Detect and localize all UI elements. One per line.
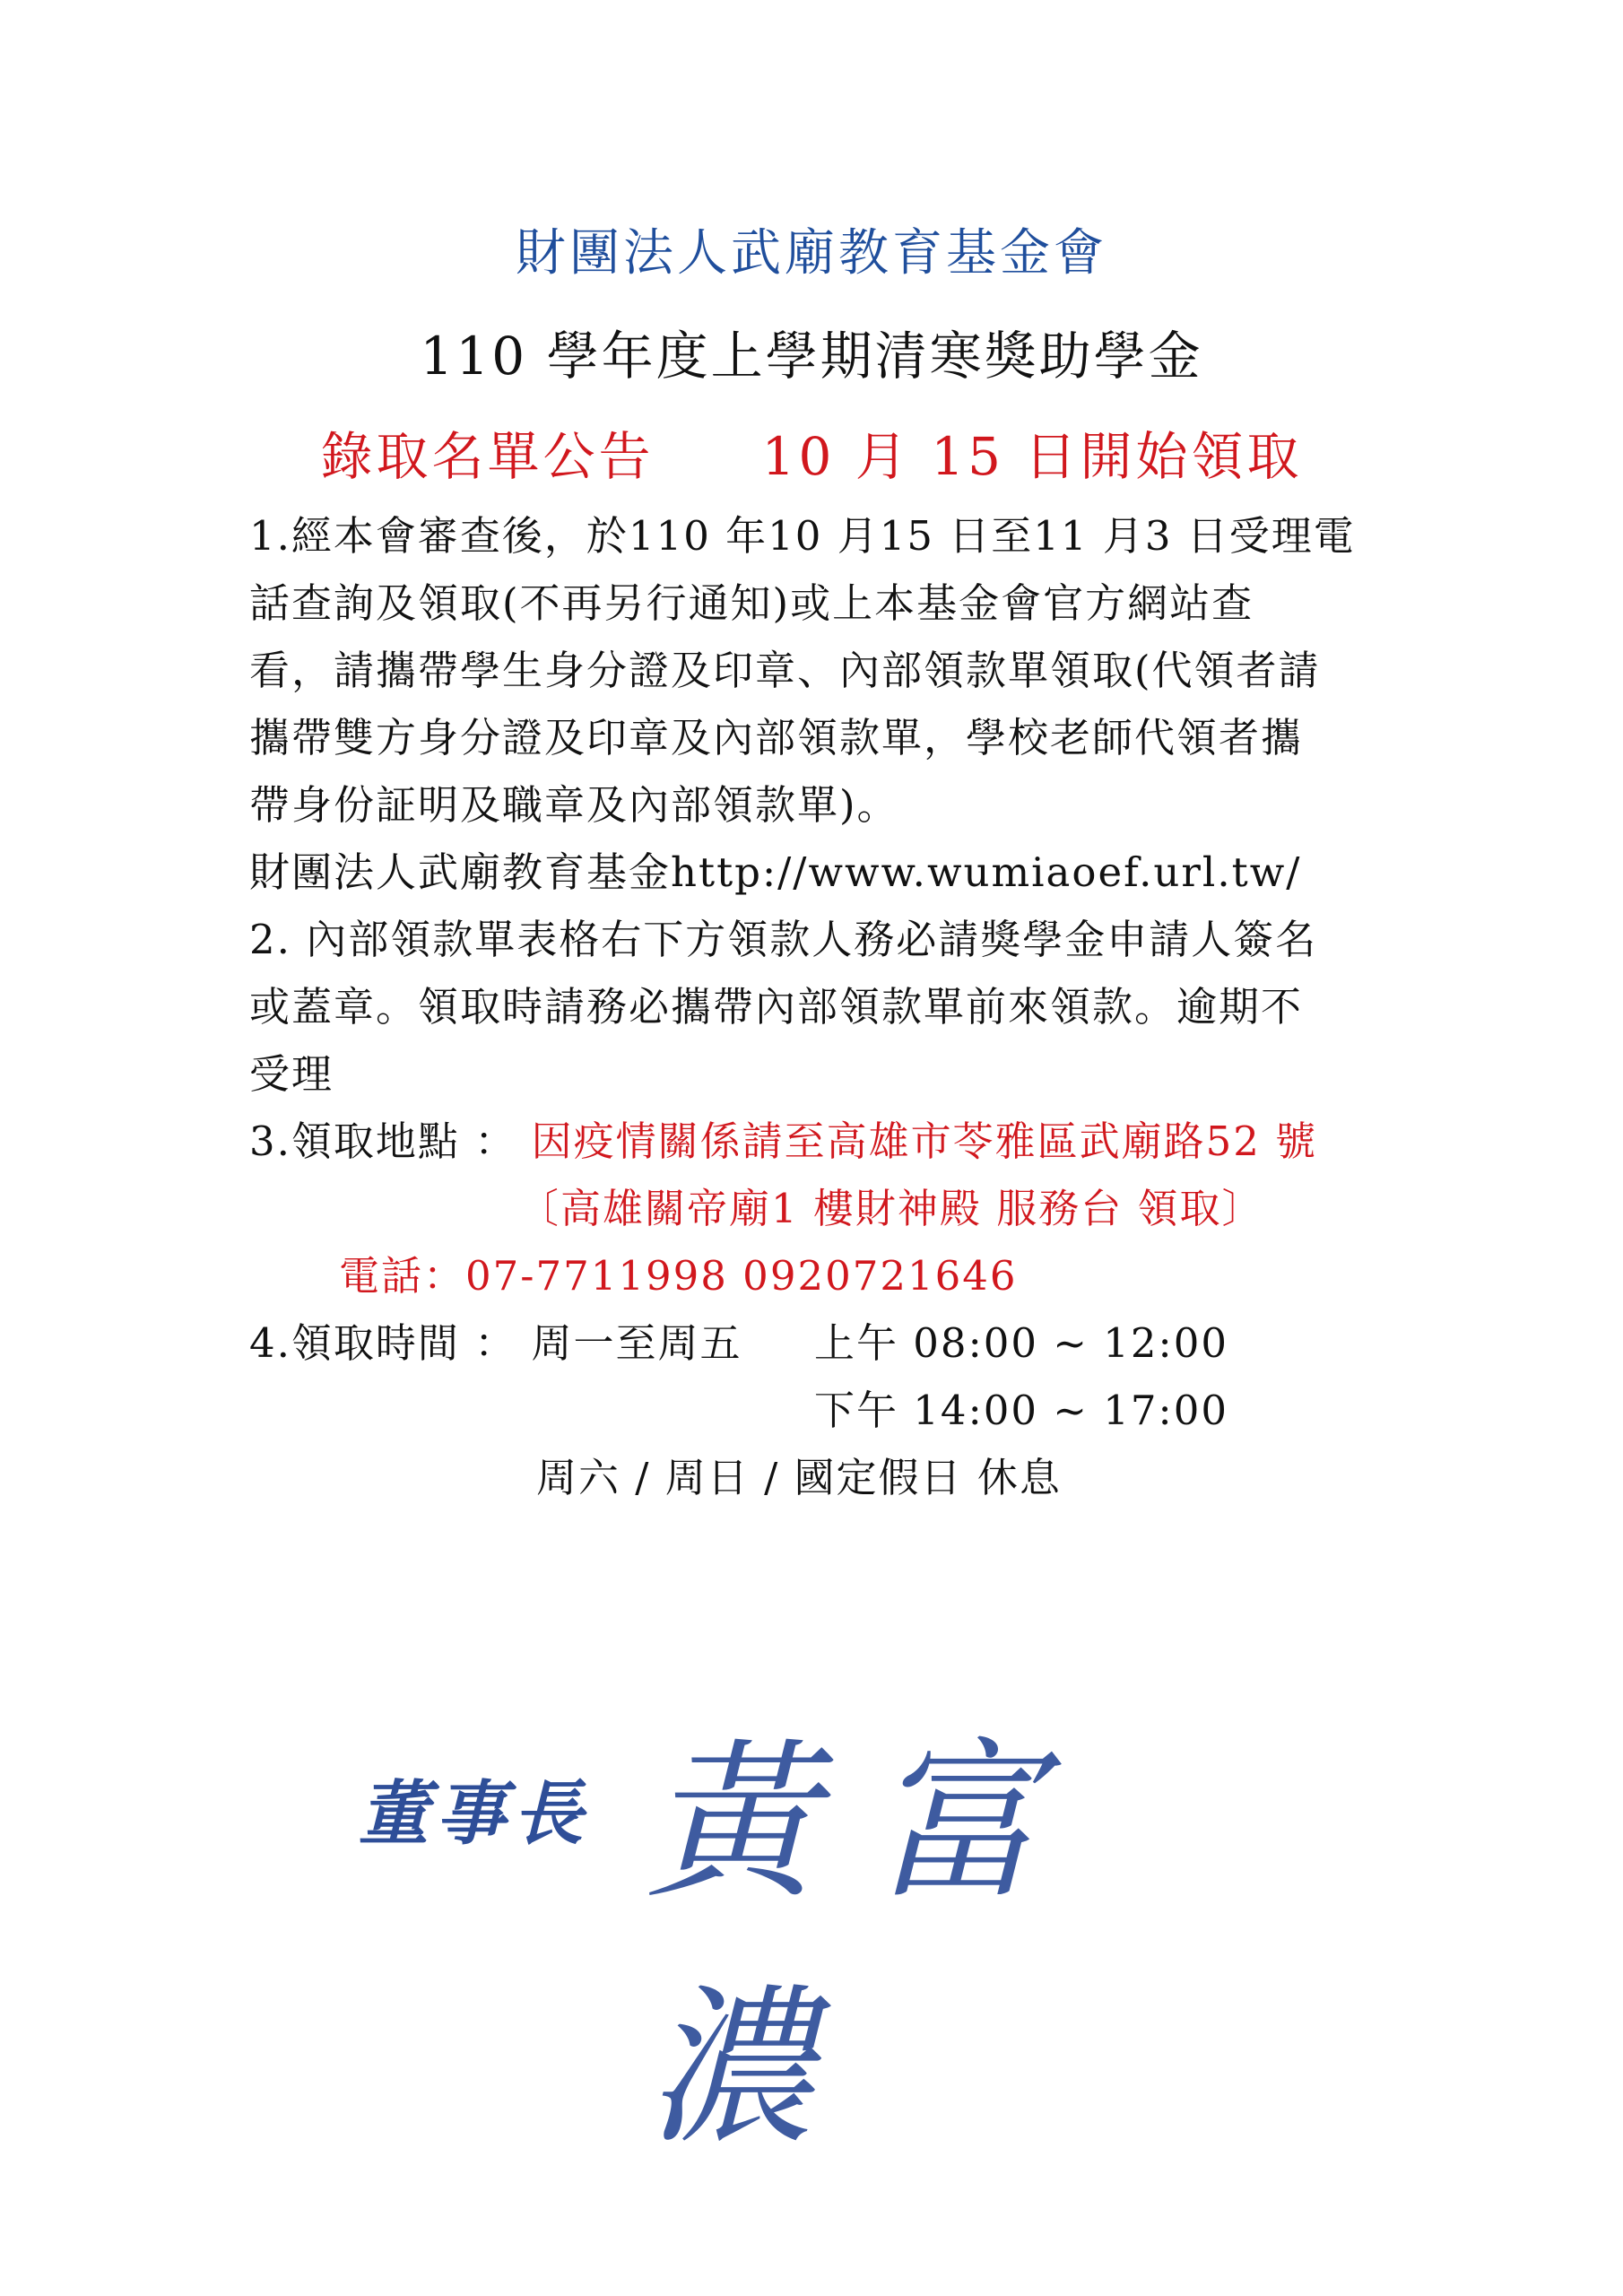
item1-line: 攜帶雙方身分證及印章及內部領款單，學校老師代領者攜 xyxy=(249,714,1304,761)
item1-line: 1.經本會審查後，於110 年10 月15 日至11 月3 日受理電 xyxy=(249,512,1356,560)
item1-line: 帶身份証明及職章及內部領款單)。 xyxy=(249,781,899,829)
pickup-location xyxy=(249,1108,1388,1175)
page-title: 110 學年度上學期清寒獎助學金 xyxy=(420,326,1203,387)
notice-left: 錄取名單公告 xyxy=(320,426,655,487)
notice-right: 10 月 15 日開始領取 xyxy=(761,426,1303,487)
pickup-time-label: 4.領取時間 ： 周一至周五 xyxy=(249,1319,742,1367)
signature-role: 董事長 xyxy=(359,1773,591,1855)
pickup-place: 〔高雄關帝廟1 樓財神殿 服務台 領取〕 xyxy=(518,1185,1264,1232)
website-line: 財團法人武廟教育基金http://www.wumiaoef.url.tw/ xyxy=(249,848,1302,896)
weekend-closed: 周六 / 周日 / 國定假日 休息 xyxy=(536,1454,1062,1501)
pickup-time-row xyxy=(249,1377,1388,1444)
item2-line: 2. 內部領款單表格右下方領款人務必請獎學金申請人簽名 xyxy=(249,916,1318,963)
item1-line: 話查詢及領取(不再另行通知)或上本基金會官方網站查 xyxy=(249,579,1254,627)
pickup-address: 因疫情關係請至高雄市苓雅區武廟路52 號 xyxy=(531,1118,1318,1165)
organization-name: 財團法人武廟教育基金會 xyxy=(516,224,1107,283)
item2-line: 受理 xyxy=(249,1050,334,1098)
item2-line: 或蓋章。領取時請務必攜帶內部領款單前來領款。逾期不 xyxy=(249,983,1304,1031)
signature-stamp xyxy=(359,1686,1255,2167)
pickup-time-row xyxy=(249,1309,1388,1377)
contact-phone: 電話：07-7711998 0920721646 xyxy=(339,1252,1018,1300)
afternoon-hours: 下午 14:00 ~ 17:00 xyxy=(814,1387,1228,1434)
pickup-location-label: 3.領取地點 ： xyxy=(249,1118,517,1165)
item1-line: 看，請攜帶學生身分證及印章、內部領款單領取(代領者請 xyxy=(249,647,1321,694)
notice-body xyxy=(249,502,1388,1511)
notice-line xyxy=(0,414,1623,490)
signature-name: 黃富濃 xyxy=(646,1724,1095,2167)
morning-hours: 上午 08:00 ~ 12:00 xyxy=(814,1319,1228,1367)
